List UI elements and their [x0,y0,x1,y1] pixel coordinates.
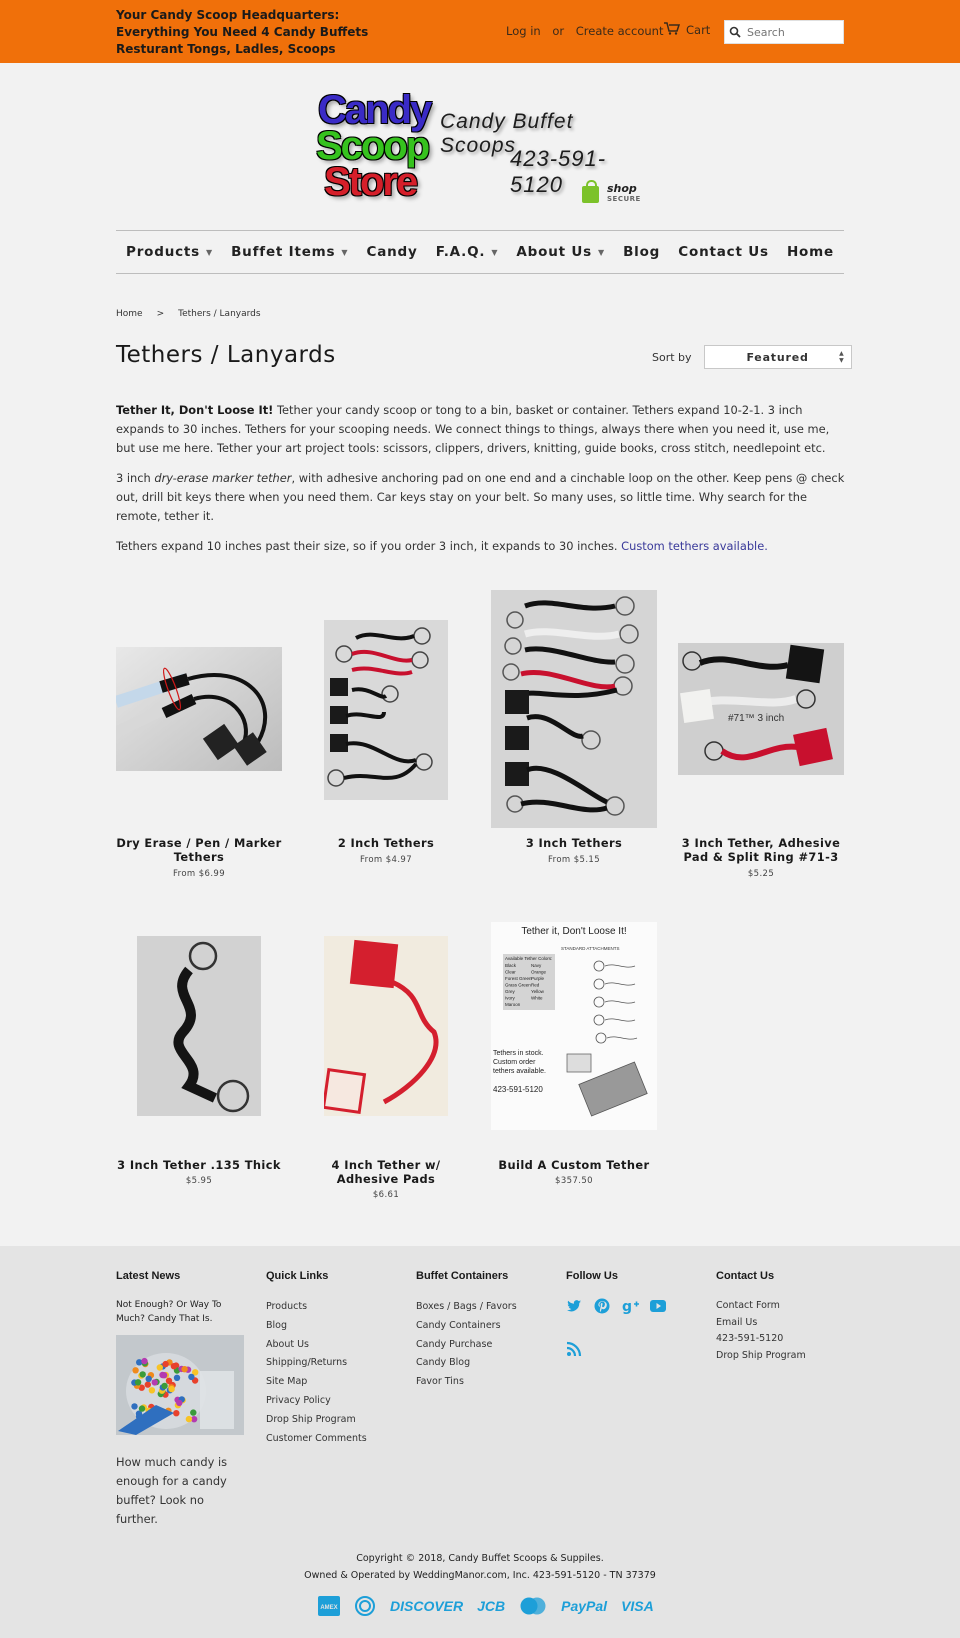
description-paragraph [116,401,846,458]
description-paragraph [116,537,846,556]
jcb-logo: JCB [477,1598,506,1614]
or-text: or [552,24,565,38]
tether-color: Forest Green [505,976,532,981]
promo-line: Resturant Tongs, Ladles, Scoops [116,42,336,56]
footer-follow-us [566,1270,696,1372]
breadcrumb-home[interactable]: Home [116,309,143,319]
description-italic: dry-erase marker tether [154,471,292,485]
shop-secure-badge [582,184,641,204]
nav-item-products[interactable] [126,244,213,260]
footer-link[interactable]: Drop Ship Program [266,1413,356,1425]
product-image[interactable] [324,620,448,800]
logo-word-candy: Candy [318,88,431,132]
news-post-image[interactable] [116,1335,244,1435]
product-image-subtitle: STANDARD ATTACHMENTS [561,946,620,951]
chevron-down-icon: ▼ [206,247,213,257]
candy-piece [136,1359,142,1365]
nav-label: Products [126,244,200,260]
product-image[interactable] [491,922,657,1130]
footer-link[interactable]: Drop Ship Program [716,1349,806,1361]
footer-phone: 423-591-5120 [716,1333,784,1344]
product-photo [324,620,448,800]
promo-line: Everything You Need 4 Candy Buffets [116,25,369,39]
logo-tagline: Candy Buffet Scoops [440,110,574,157]
candy-piece [174,1375,180,1381]
tether-colors-heading: Available Tether Colors: [505,956,553,961]
description-bold: Tether It, Don't Loose It! [116,403,274,417]
description-text: Tethers expand 10 inches past their size, so if you order 3 inch, it expands to 30 inches. [116,539,622,553]
product-price: From $6.99 [172,869,226,879]
footer [0,1246,960,1638]
cart-icon [664,22,680,38]
twitter-icon[interactable] [566,1298,582,1314]
mastercard-icon [519,1597,547,1615]
description-text: 3 inch [116,471,155,485]
nav-item-candy[interactable] [366,244,417,260]
footer-latest-news [116,1270,246,1529]
tether-color: White [531,995,543,1001]
product-photo [324,936,448,1116]
nav-item-blog[interactable] [623,244,660,260]
product-photo [137,936,261,1116]
product-photo [491,922,657,1130]
candy-piece [190,1409,196,1415]
search-input[interactable] [747,26,843,39]
product-card[interactable] [491,590,657,870]
footer-link[interactable]: Candy Blog [416,1357,471,1369]
tether-color: Purple [531,976,545,981]
nav-label: Blog [623,244,661,260]
breadcrumb-current: Tethers / Lanyards [178,309,261,319]
product-image[interactable] [324,936,448,1116]
product-card[interactable] [116,590,282,880]
product-name[interactable]: 3 Inch Tethers [525,836,623,850]
candy-piece [135,1379,141,1385]
store-logo[interactable] [314,86,646,210]
svg-text:g: g [622,1299,633,1314]
footer-quick-links [266,1270,406,1448]
product-name[interactable]: Dry Erase / Pen / Marker Tethers [116,836,282,864]
nav-label: About Us [516,244,592,260]
footer-link[interactable]: Email Us [716,1316,758,1328]
account-links [506,24,671,38]
candy-piece [131,1403,137,1409]
product-price: $6.61 [372,1190,400,1200]
product-price: From $4.97 [359,855,413,865]
product-image[interactable] [678,643,844,775]
nav-item-contact-us[interactable] [678,244,769,260]
product-card[interactable] [303,590,469,870]
image-stock-line: tethers available. [493,1068,546,1075]
candy-piece [186,1416,192,1422]
sort-control [652,345,852,369]
footer-heading: Follow Us [566,1270,618,1282]
select-arrows-icon: ▲ ▼ [839,350,845,364]
promo-text [116,7,376,58]
payment-icons [318,1596,654,1616]
tether-color: Grey [505,989,515,994]
nav-label: F.A.Q. [435,244,486,260]
product-photo [116,647,282,771]
candy-photo [116,1335,244,1435]
product-name[interactable]: 3 Inch Tether, Adhesive Pad & Split Ring #71-3 [681,836,841,864]
breadcrumb-separator: > [156,309,165,319]
product-price: $357.50 [555,1176,593,1186]
nav-label: Contact Us [678,244,769,260]
footer-link[interactable]: Shipping/Returns [266,1357,348,1369]
footer-heading: Latest News [116,1270,181,1282]
footer-heading: Buffet Containers [416,1270,509,1282]
product-name[interactable]: 2 Inch Tethers [337,836,435,850]
product-name[interactable]: 4 Inch Tether w/ Adhesive Pads [331,1158,441,1186]
product-card[interactable] [116,922,282,1186]
page-title: Tethers / Lanyards [116,342,336,368]
candy-piece [152,1379,158,1385]
product-image[interactable] [491,590,657,828]
nav-item-buffet-items[interactable] [231,244,348,260]
candy-piece [162,1361,168,1367]
footer-link[interactable]: Favor Tins [416,1376,464,1388]
nav-item-home[interactable] [787,244,834,260]
youtube-icon[interactable] [650,1298,666,1314]
logo-word-store: Store [324,160,417,204]
cart-link[interactable] [664,22,710,38]
collection-description [116,401,846,567]
candy-piece [146,1376,152,1382]
visa-logo: VISA [621,1598,654,1614]
product-card[interactable] [303,922,469,1202]
cart-label: Cart [686,23,711,37]
paypal-logo: PayPal [561,1598,608,1614]
candy-piece [141,1358,147,1364]
footer-link[interactable]: Candy Containers [416,1319,501,1331]
footer-link[interactable]: Products [266,1301,308,1312]
owned-operated: Owned & Operated by WeddingManor.com, Inc. 423-591-5120 - TN 37379 [304,1570,656,1581]
product-name[interactable]: Build A Custom Tether [498,1158,650,1172]
tether-color: Grass Green [505,982,531,988]
product-price: $5.95 [185,1176,213,1186]
candy-piece [173,1410,179,1416]
custom-tethers-link[interactable]: Custom tethers available. [621,539,768,553]
product-image[interactable] [137,936,261,1116]
candy-piece [181,1366,187,1372]
footer-buffet-containers [416,1270,556,1392]
candy-piece [132,1367,138,1373]
candy-piece [140,1371,146,1377]
rss-icon[interactable] [566,1341,582,1357]
product-card[interactable] [678,590,844,880]
product-photo [491,590,657,828]
nav-label: Candy [366,244,418,260]
image-phone: 423-591-5120 [493,1085,543,1094]
logo-word-scoop: Scoop [316,124,429,168]
promo-line: Your Candy Scoop Headquarters: [116,8,340,22]
candy-piece [168,1386,174,1392]
nav-item-about-us[interactable] [516,244,605,260]
image-stock-line: Tethers in stock. [493,1050,544,1057]
candy-piece [171,1363,177,1369]
product-name[interactable]: 3 Inch Tether .135 Thick [117,1158,281,1172]
product-price: $5.25 [747,869,775,879]
footer-contact-us [716,1270,846,1364]
product-image-title: Tether it, Don't Loose It! [521,926,627,937]
sort-value: Featured [746,350,809,364]
nav-item-faq[interactable] [436,244,499,260]
announcement-bar [0,0,960,63]
copyright: Copyright © 2018, Candy Buffet Scoops & Suppiles. [356,1553,604,1564]
product-price: From $5.15 [547,855,601,865]
tether-color: Orange [531,969,547,975]
pinterest-icon[interactable] [594,1298,610,1314]
nav-label: Home [786,244,834,260]
candy-piece [145,1381,151,1387]
discover-logo: DISCOVER [390,1598,464,1614]
diners-club-icon [354,1596,376,1616]
candy-piece [188,1374,194,1380]
description-paragraph [116,469,846,526]
candy-piece [161,1383,167,1389]
news-post-body: How much candy is enough for a candy buffet? Look no further. [116,1455,228,1526]
image-stock-line: Custom order [493,1059,536,1066]
sort-select[interactable] [704,345,852,369]
lock-icon [582,186,599,203]
footer-heading: Contact Us [716,1270,775,1282]
chevron-down-icon: ▼ [491,247,499,257]
footer-link[interactable]: Privacy Policy [266,1394,331,1406]
candy-piece [139,1405,145,1411]
breadcrumb [116,309,261,319]
footer-link[interactable]: About Us [266,1338,310,1350]
footer-link[interactable]: Site Map [266,1376,308,1388]
footer-link[interactable]: Contact Form [716,1300,780,1311]
description-text: Tether your candy scoop or tong to a bin, basket or container. Tethers expand 10-2-1. 3 inch expands to 30 inches. Tethers for your scooping needs. We connect things to things, always there when you need it, use me, but use me here. Tether your art project tools: scissors, clippers, drivers, knitting, guide books, cross stitch, needlepoint etc. [116,403,830,455]
description-text: , with adhesive anchoring pad on one end and a cinchable loop on the other. Keep pens @ check out, drill bit keys there when you need them. Car keys stay on your belt. So many uses, so little time. Why search for the remote, tether it. [116,471,845,523]
american-express-icon [318,1596,340,1616]
tether-color: Ivory [505,995,515,1001]
sort-label: Sort by [652,350,692,364]
login-link[interactable]: Log in [506,24,541,38]
chevron-down-icon: ▼ [597,247,605,257]
secure-badge-bottom: SECURE [607,195,641,203]
tether-color: Red [531,982,540,988]
create-account-link[interactable]: Create account [575,24,664,38]
main-nav [116,230,844,274]
product-image-label: #71™ 3 inch [728,713,785,724]
candy-piece [176,1400,182,1406]
search-icon[interactable] [725,26,745,38]
footer-heading: Quick Links [266,1270,329,1282]
candy-piece [157,1364,163,1370]
tether-color: Maroon [505,1002,521,1007]
nav-label: Buffet Items [231,244,336,260]
footer-link[interactable]: Candy Purchase [416,1338,493,1350]
search-box [724,20,844,44]
product-card[interactable] [491,922,657,1186]
svg-text:AMEX: AMEX [320,1605,338,1611]
candy-piece [149,1387,155,1393]
tether-color: Clear [505,969,516,975]
product-photo [678,643,844,775]
footer-link[interactable]: Customer Comments [266,1432,367,1444]
candy-piece [161,1372,167,1378]
news-post-title[interactable]: Not Enough? Or Way To Much? Candy That Is. [116,1300,222,1324]
tether-color: Yellow [531,989,544,994]
product-image[interactable] [116,647,282,771]
footer-link[interactable]: Blog [266,1319,287,1331]
google-plus-icon[interactable] [622,1298,638,1314]
chevron-down-icon: ▼ [341,247,349,257]
tether-color: Navy [531,963,542,968]
secure-badge-top: shop [607,182,637,195]
logo-phone: 423-591-5120 [510,146,607,197]
tether-color: Black [505,963,517,968]
social-icons [566,1298,676,1372]
footer-link[interactable]: Boxes / Bags / Favors [416,1301,517,1312]
